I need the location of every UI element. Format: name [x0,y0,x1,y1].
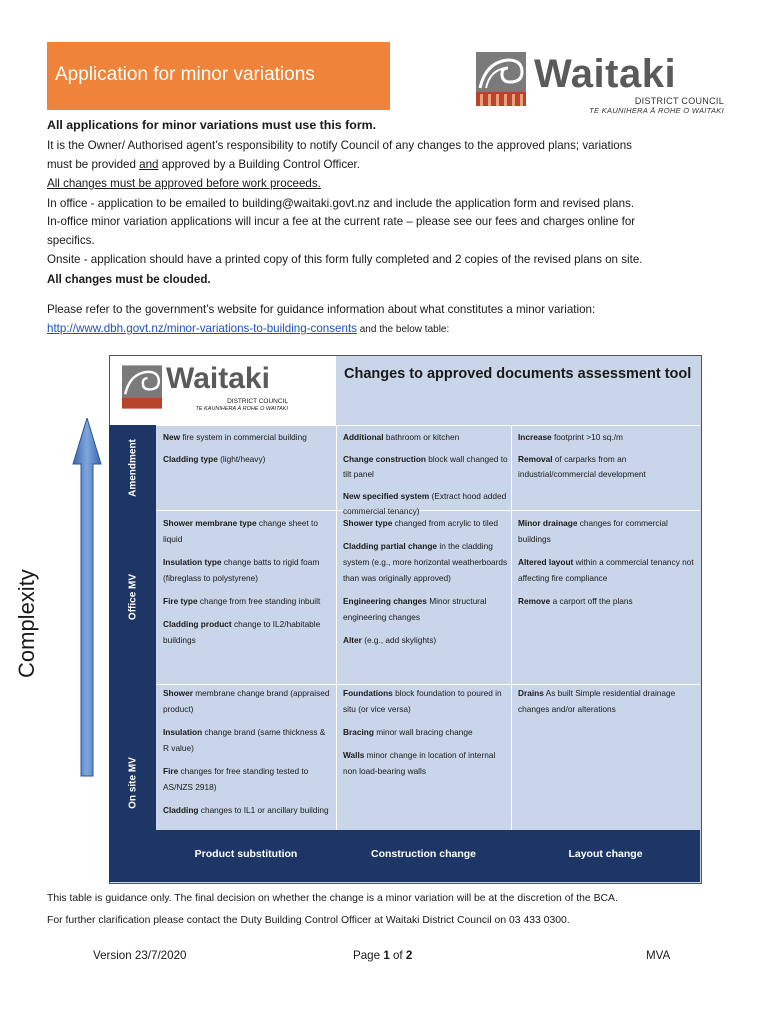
cell-office-product [163,515,333,655]
intro-paragraph-1b: must be provided and approved by a Building Control Officer. [47,158,361,171]
column-headers [156,830,700,882]
intro-approval-note: All changes must be approved before work proceeds. [47,177,321,190]
cell-amendment-product [163,430,333,474]
intro-link-line: http://www.dbh.govt.nz/minor-variations-to-building-consents and the below table: [47,322,450,335]
form-code: MVA [646,949,671,962]
table-cell-entry: Bracing minor wall bracing change [343,727,473,737]
table-cell-entry: Foundations block foundation to poured in situ (or vice versa) [343,688,502,714]
intro-paragraph-3a: In office - application to be emailed to building@waitaki.govt.nz and include the application form and revised plans. [47,197,635,210]
table-cell-entry: Walls minor change in location of internal non load-bearing walls [343,750,496,776]
table-logo-cell [110,356,336,425]
table-cell-entry: Cladding product change to IL2/habitable buildings [163,619,321,645]
table-cell-entry: Insulation type change batts to rigid foam (fibreglass to polystyrene) [163,557,320,583]
intro-paragraph-3c: specifics. [47,234,95,247]
table-cell-entry: Altered layout within a commercial tenancy not affecting fire compliance [518,557,694,583]
intro-paragraph-4: Onsite - application should have a printed copy of this form fully completed and 2 copies of the revised plans on site. [47,253,643,266]
row-label-amendment: Amendment [109,425,156,510]
cell-onsite-layout [518,685,694,724]
cell-onsite-product [163,685,333,825]
cell-office-layout [518,515,694,616]
col-divider [511,425,512,830]
page-number: Page 1 of 2 [353,949,413,962]
table-cell-entry: Additional bathroom or kitchen [343,432,460,442]
table-cell-entry: Shower membrane change brand (appraised product) [163,688,330,714]
table-cell-entry: Insulation change brand (same thickness & R value) [163,727,326,753]
intro-paragraph-6: Please refer to the government’s website for guidance information about what constitutes a minor variation: [47,303,596,316]
row-label-onsite: On site MV [109,684,156,882]
contact-note: For further clarification please contact the Duty Building Control Officer at Waitaki District Council on 03 433 0300. [47,915,570,926]
table-cell-entry: Shower membrane type change sheet to liquid [163,518,318,544]
guidance-note: This table is guidance only. The final decision on whether the change is a minor variation will be at the discretion of the BCA. [47,893,618,904]
intro-paragraph-3b: In-office minor variation applications will incur a fee at the current rate – please see our fees and charges online for [47,215,636,228]
table-cell-entry: Engineering changes Minor structural engineering changes [343,596,487,622]
waitaki-logo [476,52,728,118]
table-cell-entry: Cladding partial change in the cladding system (e.g., more horizontal weatherboards than was originally approved) [343,541,508,583]
cell-amendment-layout [518,430,694,489]
col-header-product: Product substitution [194,848,298,860]
table-cell-entry: Fire type change from free standing inbuilt [163,596,321,606]
title-banner [47,42,390,110]
col-header-layout: Layout change [568,848,643,860]
table-cell-entry: Minor drainage changes for commercial buildings [518,518,668,544]
table-cell-entry: New fire system in commercial building [163,432,307,442]
col-header-construction: Construction change [370,848,476,860]
table-title-cell [336,356,699,425]
version-label: Version 23/7/2020 [93,949,187,962]
row-divider [156,425,700,426]
table-cell-entry: Remove a carport off the plans [518,596,633,606]
intro-heading: All applications for minor variations must use this form. [47,118,377,132]
table-cell-entry: Shower type changed from acrylic to tiled [343,518,498,528]
logo-mark-icon [476,52,526,106]
complexity-arrow-icon [72,418,102,778]
table-cell-entry: Drains As built Simple residential drainage changes and/or alterations [518,688,676,714]
cell-office-construction [343,515,508,655]
table-cell-entry: Increase footprint >10 sq./m [518,432,623,442]
logo-subtitle: DISTRICT COUNCIL [634,96,724,106]
table-logo-mark-icon [122,364,162,410]
table-logo-subtitle: DISTRICT COUNCIL [227,398,288,405]
table-logo-wordmark: Waitaki [166,362,270,395]
table-cell-entry: New specified system (Extract hood added commercial tenancy) [343,491,507,516]
logo-wordmark: Waitaki [534,52,677,96]
table-logo-subtitle-maori: TE KAUNIHERA Ā ROHE O WAITAKI [195,406,288,412]
guidance-link[interactable]: http://www.dbh.govt.nz/minor-variations-to-building-consents [47,322,357,335]
logo-subtitle-maori: TE KAUNIHERA Ā ROHE O WAITAKI [589,106,724,115]
col-divider [336,425,337,830]
cell-onsite-construction [343,685,508,786]
table-cell-entry: Cladding changes to IL1 or ancillary building [163,805,329,815]
table-cell-entry: Change construction block wall changed to tilt panel [343,454,508,479]
table-cell-entry: Alter (e.g., add skylights) [343,635,437,645]
table-title: Changes to approved documents assessment tool [344,366,692,382]
table-cell-entry: Fire changes for free standing tested to AS/NZS 2918) [163,766,309,792]
page-title: Application for minor variations [55,64,315,85]
intro-paragraph-1a: It is the Owner/ Authorised agent’s responsibility to notify Council of any changes to the approved plans; variations [47,139,632,152]
row-label-office: Office MV [109,510,156,684]
intro-clouded-note: All changes must be clouded. [47,273,211,286]
cell-amendment-construction [343,430,508,526]
table-cell-entry: Cladding type (light/heavy) [163,454,266,464]
table-cell-entry: Removal of carparks from an industrial/commercial development [518,454,646,479]
